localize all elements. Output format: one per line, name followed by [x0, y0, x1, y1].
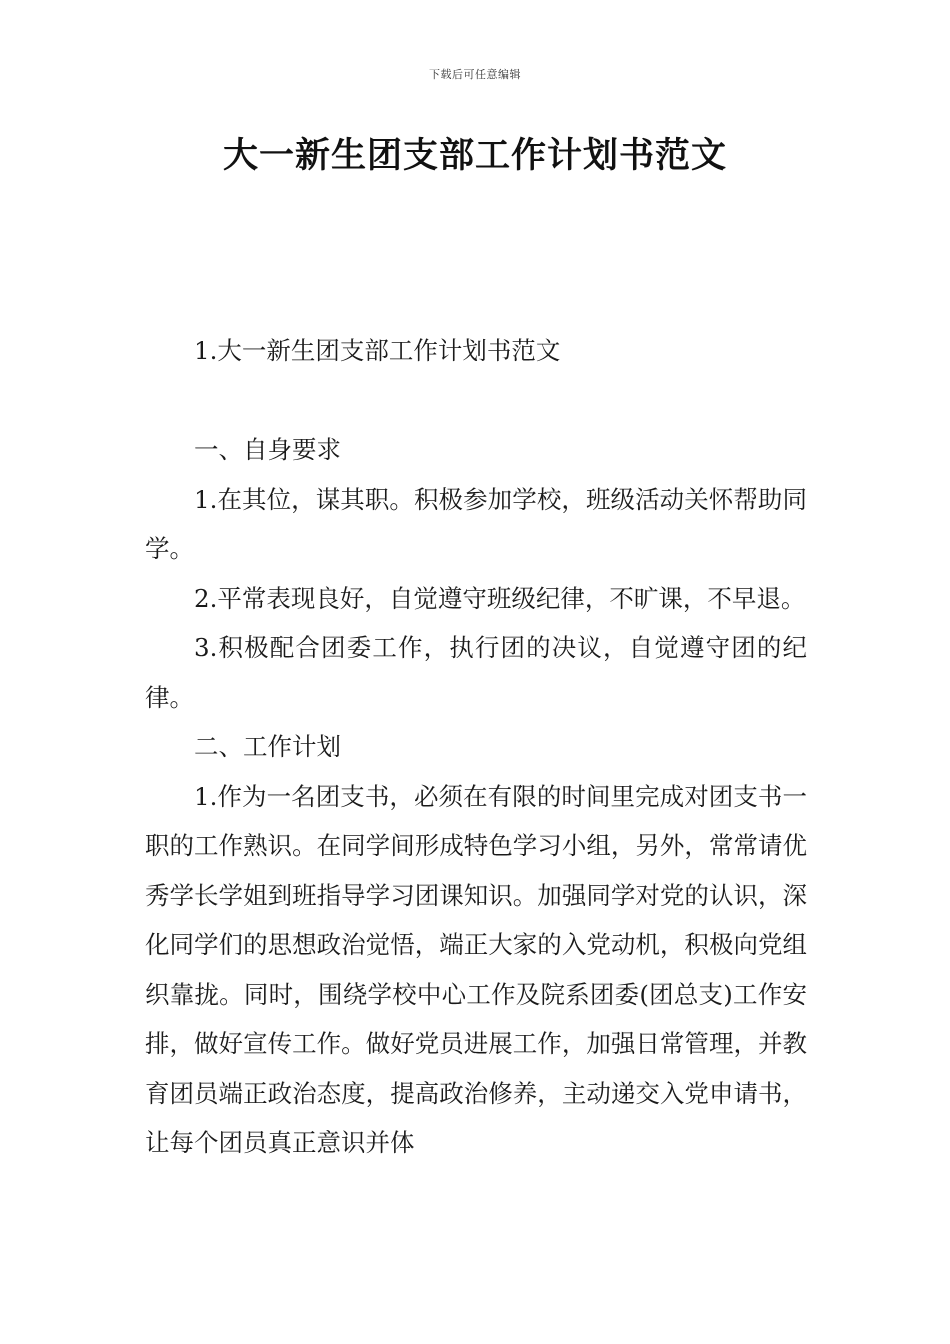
paragraph-heading-self-requirements: 一、自身要求	[194, 435, 341, 464]
paragraph-requirement-3: 3.积极配合团委工作，执行团的决议，自觉遵守团的纪律。	[145, 633, 807, 712]
paragraph-requirement-1: 1.在其位，谋其职。积极参加学校，班级活动关怀帮助同学。	[145, 484, 807, 563]
document-title: 大一新生团支部工作计划书范文	[222, 136, 727, 176]
paragraph-requirement-2: 2.平常表现良好，自觉遵守班级纪律，不旷课，不早退。	[194, 583, 806, 613]
document-body	[145, 326, 807, 1168]
header-note: 下载后可任意编辑	[429, 68, 521, 81]
paragraph-section-heading: 1.大一新生团支部工作计划书范文	[194, 336, 561, 365]
paragraph-heading-work-plan: 二、工作计划	[194, 732, 341, 761]
paragraph-plan-1: 1.作为一名团支书，必须在有限的时间里完成对团支书一职的工作熟识。在同学间形成特色学习小组，另外，常常请优秀学长学姐到班指导学习团课知识。加强同学对党的认识，深化同学们的思想政治觉悟，端正大家的入党动机，积极向党组织靠拢。同时，围绕学校中心工作及院系团委(团总支)工作安排，做好宣传工作。做好党员进展工作，加强日常管理，并教育团员端正政治态度，提高政治修养，主动递交入党申请书，让每个团员真正意识并体	[145, 781, 807, 1157]
